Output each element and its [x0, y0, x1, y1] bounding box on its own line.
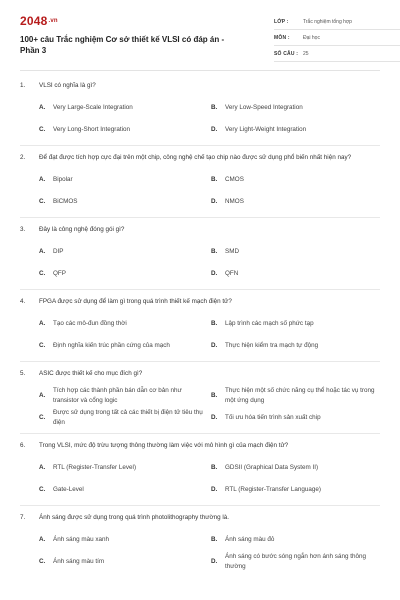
meta-label: MÔN :: [274, 34, 290, 41]
answer-option[interactable]: [211, 407, 383, 429]
answer-option[interactable]: [211, 529, 383, 551]
question-divider: [20, 505, 380, 506]
option-letter: C.: [39, 414, 46, 421]
answer-option[interactable]: [39, 313, 211, 335]
question-number: 1.: [20, 82, 26, 89]
answer-option[interactable]: [39, 479, 211, 501]
answer-options: [20, 385, 380, 429]
answer-option[interactable]: [39, 119, 211, 141]
option-letter: C.: [39, 270, 46, 277]
question-item: [20, 369, 380, 434]
option-text: Được sử dụng trong tất cả các thiết bị điện tử tiêu thụ điện: [53, 409, 203, 426]
option-letter: A.: [39, 176, 46, 183]
answer-option[interactable]: [211, 97, 383, 119]
question-number: 7.: [20, 514, 26, 521]
question-list: [20, 81, 380, 573]
question-body: VLSI có nghĩa là gì?: [39, 82, 96, 89]
option-letter: C.: [39, 126, 46, 133]
question-divider: [20, 433, 380, 434]
answer-option[interactable]: [211, 479, 383, 501]
option-text: Thực hiện kiểm tra mạch tự động: [225, 342, 319, 349]
answer-option[interactable]: [211, 119, 383, 141]
question-number: 5.: [20, 370, 26, 377]
option-letter: D.: [211, 414, 218, 421]
option-text: Gate-Level: [53, 486, 84, 493]
question-body: Để đạt được tích hợp cực đại trên một chip, công nghệ chế tạo chip nào được sử dụng phổ biến nhất hiện nay?: [39, 154, 352, 161]
option-text: Định nghĩa kiến trúc phần cứng của mạch: [53, 342, 170, 349]
answer-option[interactable]: [39, 407, 211, 429]
answer-option[interactable]: [211, 241, 383, 263]
option-letter: B.: [211, 248, 218, 255]
option-text: QFP: [53, 270, 66, 277]
option-text: Ánh sáng màu tím: [53, 558, 105, 565]
question-divider: [20, 145, 380, 146]
question-number: 6.: [20, 442, 26, 449]
option-letter: D.: [211, 342, 218, 349]
question-body: ASIC được thiết kế cho mục đích gì?: [39, 370, 143, 377]
option-text: Thực hiện một số chức năng cụ thể hoặc tác vụ trong một ứng dụng: [225, 387, 375, 404]
option-text: Very Light-Weight Integration: [225, 126, 307, 133]
option-text: Ánh sáng có bước sóng ngắn hơn ánh sáng thông thường: [225, 553, 366, 570]
answer-options: [20, 97, 380, 141]
question-body: Đây là công nghệ đóng gói gì?: [39, 226, 125, 233]
option-text: QFN: [225, 270, 239, 277]
question-number: 4.: [20, 298, 26, 305]
question-item: [20, 225, 380, 290]
meta-value: 25: [303, 50, 309, 57]
question-item: [20, 81, 380, 146]
option-text: GDSII (Graphical Data System II): [225, 464, 319, 471]
answer-options: [20, 241, 380, 285]
question-text: [20, 369, 380, 379]
answer-option[interactable]: [39, 191, 211, 213]
option-letter: D.: [211, 126, 218, 133]
answer-option[interactable]: [211, 385, 383, 407]
question-text: [20, 153, 380, 163]
meta-value[interactable]: Trắc nghiệm tổng hợp: [303, 18, 352, 25]
answer-option[interactable]: [211, 551, 383, 573]
meta-row-count: [274, 46, 400, 62]
option-text: DIP: [53, 248, 64, 255]
option-letter: C.: [39, 486, 46, 493]
question-item: [20, 153, 380, 218]
option-letter: A.: [39, 536, 46, 543]
question-item: [20, 297, 380, 362]
meta-label: LỚP :: [274, 18, 289, 25]
option-text: Tích hợp các thành phần bán dẫn cơ bản như transistor và cổng logic: [53, 387, 182, 404]
option-text: Very Long-Short Integration: [53, 126, 131, 133]
page-title: 100+ câu Trắc nghiệm Cơ sở thiết kế VLSI có đáp án - Phần 3: [20, 35, 225, 55]
option-text: Bipolar: [53, 176, 73, 183]
option-letter: A.: [39, 464, 46, 471]
answer-option[interactable]: [211, 263, 383, 285]
answer-option[interactable]: [39, 385, 211, 407]
option-letter: B.: [211, 320, 218, 327]
option-text: Tối ưu hóa tiến trình sản xuất chip: [225, 414, 321, 421]
option-text: NMOS: [225, 198, 244, 205]
question-number: 2.: [20, 154, 26, 161]
answer-option[interactable]: [211, 169, 383, 191]
question-text: [20, 225, 380, 235]
site-logo[interactable]: [20, 14, 58, 28]
option-letter: B.: [211, 392, 218, 399]
answer-option[interactable]: [211, 335, 383, 357]
option-letter: B.: [211, 104, 218, 111]
option-letter: A.: [39, 248, 46, 255]
meta-row-class: [274, 14, 400, 30]
header-divider: [20, 70, 380, 71]
option-letter: D.: [211, 486, 218, 493]
option-text: RTL (Register-Transfer Language): [225, 486, 322, 493]
option-letter: A.: [39, 320, 46, 327]
answer-option[interactable]: [39, 97, 211, 119]
question-text: [20, 441, 380, 451]
question-item: [20, 513, 380, 573]
answer-option[interactable]: [211, 457, 383, 479]
question-divider: [20, 361, 380, 362]
option-letter: B.: [211, 464, 218, 471]
option-letter: C.: [39, 342, 46, 349]
answer-options: [20, 529, 380, 573]
logo-suffix: .vn: [48, 18, 58, 24]
answer-options: [20, 457, 380, 501]
question-item: [20, 441, 380, 506]
option-letter: C.: [39, 198, 46, 205]
answer-option[interactable]: [39, 335, 211, 357]
option-text: RTL (Register-Transfer Level): [53, 464, 137, 471]
question-divider: [20, 289, 380, 290]
option-text: CMOS: [225, 176, 244, 183]
meta-value[interactable]: Đại học: [303, 34, 320, 41]
question-text: [20, 81, 380, 91]
option-text: Ánh sáng màu đỏ: [225, 536, 275, 543]
meta-row-subject: [274, 30, 400, 46]
option-text: Tạo các mô-đun đồng thời: [53, 320, 127, 327]
option-letter: A.: [39, 104, 46, 111]
answer-option[interactable]: [39, 551, 211, 573]
answer-option[interactable]: [39, 263, 211, 285]
question-body: FPGA được sử dụng để làm gì trong quá trình thiết kế mạch điện tử?: [39, 298, 232, 305]
meta-label: SỐ CÂU :: [274, 50, 299, 57]
answer-option[interactable]: [211, 191, 383, 213]
option-letter: D.: [211, 558, 218, 565]
question-body: Trong VLSI, mức độ trừu tượng thông thường làm việc với mô hình gì của mạch điện tử?: [39, 442, 289, 449]
question-divider: [20, 217, 380, 218]
answer-option[interactable]: [211, 313, 383, 335]
option-text: BiCMOS: [53, 198, 78, 205]
answer-options: [20, 169, 380, 213]
option-text: Lập trình các mạch số phức tạp: [225, 320, 314, 327]
option-letter: D.: [211, 198, 218, 205]
option-letter: D.: [211, 270, 218, 277]
option-text: Ánh sáng màu xanh: [53, 536, 110, 543]
option-letter: B.: [211, 176, 218, 183]
meta-info: [274, 14, 400, 62]
page-header: [20, 14, 380, 64]
option-text: Very Low-Speed Integration: [225, 104, 303, 111]
question-number: 3.: [20, 226, 26, 233]
question-body: Ánh sáng được sử dụng trong quá trình photolithography thường là.: [39, 514, 229, 521]
logo-text: 2048: [20, 14, 48, 28]
answer-option[interactable]: [39, 457, 211, 479]
option-letter: A.: [39, 392, 46, 399]
answer-option[interactable]: [39, 529, 211, 551]
answer-option[interactable]: [39, 169, 211, 191]
option-letter: C.: [39, 558, 46, 565]
answer-option[interactable]: [39, 241, 211, 263]
question-text: [20, 513, 380, 523]
answer-options: [20, 313, 380, 357]
option-letter: B.: [211, 536, 218, 543]
question-text: [20, 297, 380, 307]
option-text: SMD: [225, 248, 239, 255]
option-text: Very Large-Scale Integration: [53, 104, 133, 111]
